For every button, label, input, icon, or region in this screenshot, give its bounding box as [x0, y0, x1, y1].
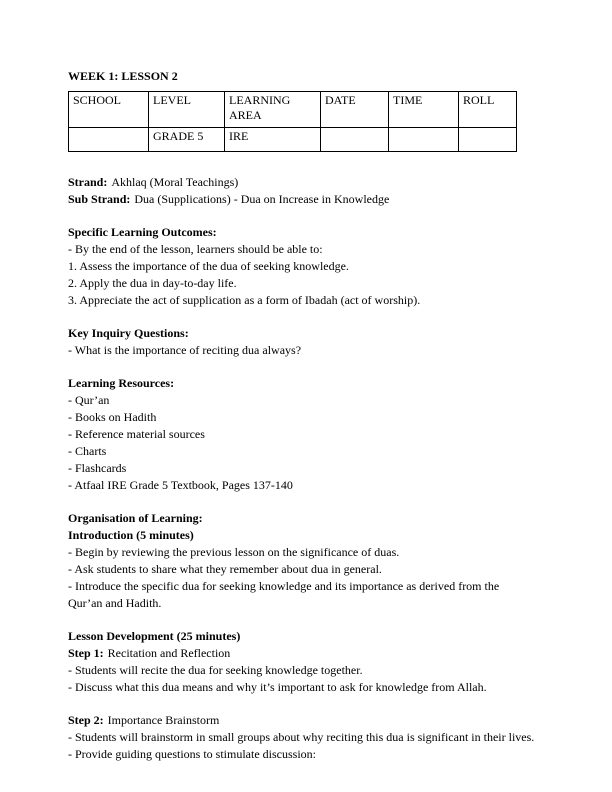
resource-item-5: - Flashcards: [68, 461, 127, 475]
strand-label: Strand:: [68, 175, 108, 189]
outcome-item-2: 2. Apply the dua in day-to-day life.: [68, 276, 237, 290]
step2-label: Step 2:: [68, 713, 104, 727]
step1-title: Recitation and Reflection: [107, 646, 231, 660]
key-inquiry-question: - What is the importance of reciting dua always?: [68, 343, 302, 357]
resource-item-3: - Reference material sources: [68, 427, 205, 441]
step2-title: Importance Brainstorm: [107, 713, 220, 727]
step2-line-2: - Provide guiding questions to stimulate discussion:: [68, 747, 316, 761]
introduction-line-2: - Ask students to share what they remember about dua in general.: [68, 562, 382, 576]
introduction-heading: Introduction (5 minutes): [68, 528, 194, 542]
strand-line: [68, 174, 568, 191]
cell-level-value: GRADE 5: [149, 128, 225, 152]
sub-strand-line: [68, 191, 568, 208]
cell-school-value: [69, 128, 149, 152]
outcomes-section: [68, 224, 568, 309]
cell-time-value: [389, 128, 459, 152]
step1-line-1: - Students will recite the dua for seeking knowledge together.: [68, 663, 363, 677]
step1-label: Step 1:: [68, 646, 104, 660]
table-header-row: [69, 92, 517, 128]
header-cell-time: TIME: [389, 92, 459, 128]
key-inquiry-section: [68, 325, 568, 359]
header-cell-learning-area: LEARNING AREA: [225, 92, 321, 128]
outcomes-heading: Specific Learning Outcomes:: [68, 225, 217, 239]
lesson-development-heading: Lesson Development (25 minutes): [68, 629, 241, 643]
resources-section: [68, 375, 568, 494]
step2-section: [68, 712, 568, 763]
organisation-heading: Organisation of Learning:: [68, 511, 203, 525]
resource-item-4: - Charts: [68, 444, 107, 458]
resource-item-2: - Books on Hadith: [68, 410, 157, 424]
outcomes-intro-line: - By the end of the lesson, learners should be able to:: [68, 242, 323, 256]
organisation-section: [68, 510, 568, 612]
lesson-development-section: [68, 628, 568, 696]
step1-title-line: [68, 645, 568, 662]
resource-item-1: - Qur’an: [68, 393, 110, 407]
sub-strand-value: Dua (Supplications) - Dua on Increase in Knowledge: [134, 192, 390, 206]
strand-value: Akhlaq (Moral Teachings): [111, 175, 239, 189]
sub-strand-label: Sub Strand:: [68, 192, 131, 206]
cell-learning-area-value: IRE: [225, 128, 321, 152]
outcome-item-3: 3. Appreciate the act of supplication as a form of Ibadah (act of worship).: [68, 293, 421, 307]
step1-line-2: - Discuss what this dua means and why it’s important to ask for knowledge from Allah.: [68, 680, 487, 694]
resource-item-6: - Atfaal IRE Grade 5 Textbook, Pages 137-140: [68, 478, 293, 492]
introduction-line-1: - Begin by reviewing the previous lesson on the significance of duas.: [68, 545, 400, 559]
table-value-row: [69, 128, 517, 152]
step2-title-line: [68, 712, 568, 729]
introduction-line-3: - Introduce the specific dua for seeking knowledge and its importance as derived from the Qur’an and Hadith.: [68, 579, 500, 610]
header-cell-date: DATE: [321, 92, 389, 128]
lesson-header-table: [68, 91, 517, 152]
header-cell-roll: ROLL: [459, 92, 517, 128]
key-inquiry-heading: Key Inquiry Questions:: [68, 326, 189, 340]
header-cell-level: LEVEL: [149, 92, 225, 128]
outcome-item-1: 1. Assess the importance of the dua of seeking knowledge.: [68, 259, 349, 273]
header-cell-school: SCHOOL: [69, 92, 149, 128]
lesson-title: WEEK 1: LESSON 2: [68, 69, 178, 83]
step2-line-1: - Students will brainstorm in small groups about why reciting this dua is significant in their lives.: [68, 730, 535, 744]
strand-section: [68, 174, 568, 208]
cell-roll-value: [459, 128, 517, 152]
cell-date-value: [321, 128, 389, 152]
resources-heading: Learning Resources:: [68, 376, 175, 390]
